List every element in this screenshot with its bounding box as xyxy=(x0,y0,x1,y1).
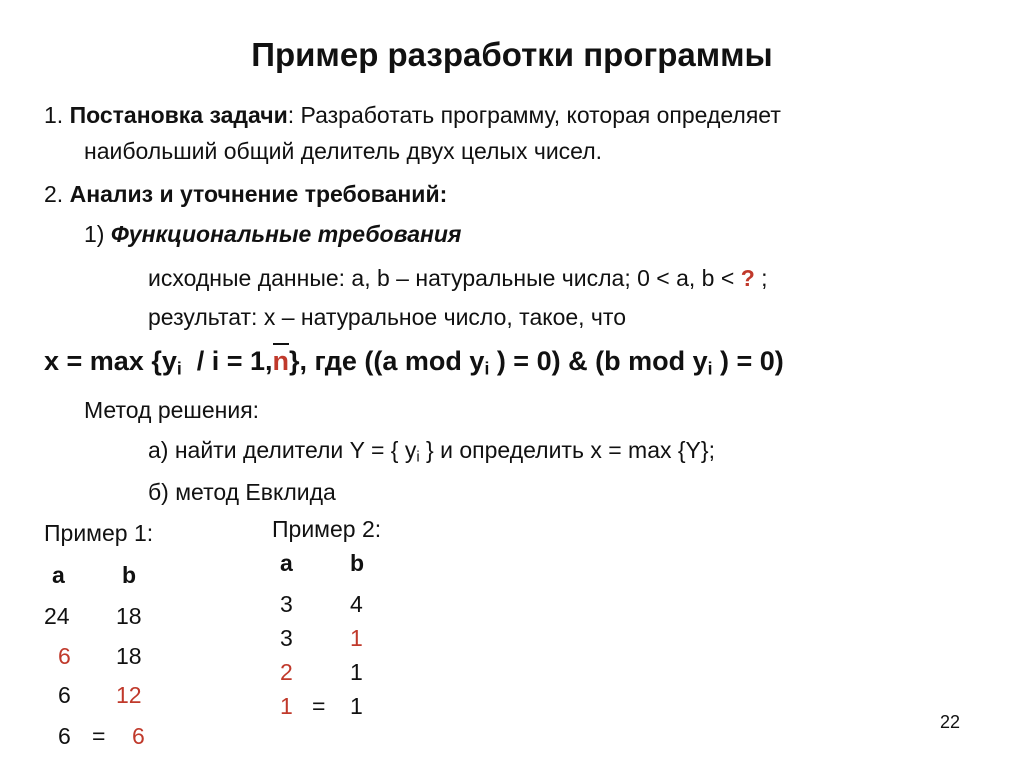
example2-cell-a: 2 xyxy=(280,659,293,685)
method-a xyxy=(148,436,715,472)
example1-col-b: b xyxy=(122,562,137,588)
section-number: 1. xyxy=(44,102,70,128)
input-data-line xyxy=(148,264,768,292)
formula-part: }, где ((a mod y xyxy=(289,346,485,376)
example2-cell-b: 1 xyxy=(350,693,363,719)
example2-cell-b: 4 xyxy=(350,591,363,617)
analysis-heading xyxy=(44,180,447,208)
page-number: 22 xyxy=(940,712,961,732)
example2-cell-b: 1 xyxy=(350,659,363,685)
example2-cell-a: 3 xyxy=(280,625,293,651)
functional-requirements xyxy=(84,220,461,248)
method-a-text: а) найти делители Y = { y xyxy=(148,437,417,463)
result-line: результат: x – натуральное число, такое, что xyxy=(148,304,626,330)
section-heading: Постановка задачи xyxy=(69,102,288,128)
colon: : xyxy=(287,102,301,128)
formula-part: ) = 0) & (b mod y xyxy=(489,346,708,376)
formula-upper-bound: n xyxy=(273,343,290,376)
question-mark: ? xyxy=(740,265,755,291)
method-a-text: } и определить x = max {Y}; xyxy=(419,437,715,463)
subsection-number: 1) xyxy=(84,221,111,247)
method-b: б) метод Евклида xyxy=(148,479,336,505)
method-heading: Метод решения: xyxy=(84,397,260,423)
formula-subscript: i xyxy=(176,358,182,379)
example1-cell-a: 6 xyxy=(58,643,71,669)
section-number: 2. xyxy=(44,181,70,207)
example2-cell-b: 1 xyxy=(350,625,363,651)
input-data-end: ; xyxy=(754,265,768,291)
example1-cell-a: 6 xyxy=(58,723,71,749)
example1-col-a: a xyxy=(52,562,65,588)
example2-equals: = xyxy=(312,693,326,719)
example1-cell-b: 18 xyxy=(116,603,142,629)
slide-title: Пример разработки программы xyxy=(251,36,773,73)
example1-cell-b: 12 xyxy=(116,682,142,708)
task-text-continued: наибольший общий делитель двух целых чисел. xyxy=(84,138,603,164)
example1-equals: = xyxy=(92,723,106,749)
example2-label: Пример 2: xyxy=(272,516,382,542)
example1-cell-a: 6 xyxy=(58,682,71,708)
task-statement xyxy=(44,101,781,129)
example2-col-b: b xyxy=(350,550,365,576)
formula-subscript: i xyxy=(707,358,713,379)
subsection-heading: Функциональные требования xyxy=(110,221,462,247)
example2-cell-a: 1 xyxy=(280,693,293,719)
formula-part: / i = 1, xyxy=(181,346,273,376)
input-data-text: исходные данные: a, b – натуральные числа; 0 < a, b < xyxy=(148,265,741,291)
example2-col-a: a xyxy=(280,550,293,576)
formula-part: ) = 0) xyxy=(712,346,784,376)
formula-part: x = max {y xyxy=(44,346,177,376)
example2-cell-a: 3 xyxy=(280,591,293,617)
method-a-subscript: i xyxy=(416,448,420,466)
example1-cell-a: 24 xyxy=(44,603,70,629)
section-heading: Анализ и уточнение требований: xyxy=(69,181,448,207)
example1-cell-b: 18 xyxy=(116,643,142,669)
example1-label: Пример 1: xyxy=(44,520,154,546)
task-text: Разработать программу, которая определяет xyxy=(300,102,781,128)
example1-cell-b: 6 xyxy=(132,723,145,749)
formula-subscript: i xyxy=(484,358,490,379)
gcd-formula xyxy=(44,345,784,384)
